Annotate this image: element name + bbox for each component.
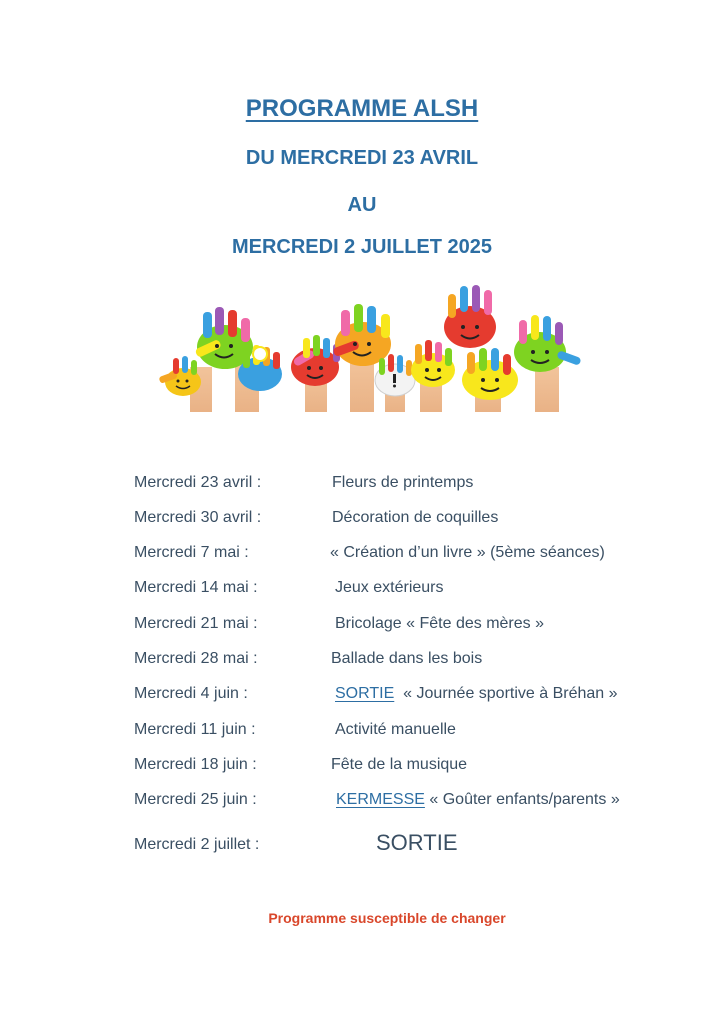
footer-notice: Programme susceptible de changer (268, 910, 506, 926)
painted-hands-illustration (155, 282, 585, 412)
schedule-row (0, 474, 724, 498)
schedule-date: Mercredi 25 juin : (134, 791, 257, 808)
page-title-text: PROGRAMME ALSH (245, 95, 479, 122)
hand-blue (238, 345, 282, 391)
schedule-date: Mercredi 18 juin : (134, 756, 257, 773)
hand-orange (332, 304, 391, 366)
schedule-date: Mercredi 14 mai : (134, 579, 258, 596)
schedule-activity: Ballade dans les bois (331, 650, 483, 667)
hand-red-orange (291, 335, 340, 386)
date-range-end: MERCREDI 2 JUILLET 2025 (231, 236, 493, 258)
hand-white (375, 354, 415, 396)
schedule-activity: SORTIE (376, 830, 458, 855)
schedule-row (0, 579, 724, 603)
schedule-activity: Fête de la musique (331, 756, 468, 773)
schedule-activity (336, 791, 620, 809)
schedule-keyword: KERMESSE (336, 791, 425, 808)
schedule-date: Mercredi 11 juin : (134, 721, 256, 738)
schedule-activity: Décoration de coquilles (332, 509, 499, 526)
date-range-connector: AU (347, 194, 377, 216)
schedule-date: Mercredi 28 mai : (134, 650, 258, 667)
schedule-row (0, 650, 724, 674)
schedule-activity: « Création d’un livre » (5ème séances) (330, 544, 605, 561)
schedule-row (0, 756, 724, 780)
schedule-date: Mercredi 21 mai : (134, 615, 258, 632)
schedule-row (0, 685, 724, 709)
schedule-activity-text: « Journée sportive à Bréhan » (403, 685, 618, 702)
schedule-date: Mercredi 30 avril : (134, 509, 262, 526)
hand-yellow-left (159, 356, 201, 396)
date-range-start: DU MERCREDI 23 AVRIL (245, 147, 479, 169)
schedule-activity: Activité manuelle (335, 721, 456, 738)
schedule-date: Mercredi 23 avril : (134, 474, 262, 491)
schedule-row (0, 509, 724, 533)
hand-yellow-right (462, 348, 518, 400)
schedule-row (0, 615, 724, 639)
hand-pink-red (444, 285, 496, 348)
schedule-date: Mercredi 7 mai : (134, 544, 249, 561)
schedule-activity: Bricolage « Fête des mères » (335, 615, 544, 632)
schedule-activity (335, 685, 618, 703)
schedule-row (0, 830, 724, 858)
page-title (0, 95, 724, 123)
schedule-date: Mercredi 2 juillet : (134, 836, 260, 853)
schedule-row (0, 544, 724, 568)
schedule-keyword: SORTIE (335, 685, 395, 702)
schedule-row (0, 791, 724, 815)
schedule-date: Mercredi 4 juin : (134, 685, 248, 702)
hand-yellow-middle (411, 340, 455, 387)
schedule-activity: Jeux extérieurs (335, 579, 444, 596)
hand-green-right (514, 315, 582, 372)
schedule-activity-text: « Goûter enfants/parents » (429, 791, 620, 808)
schedule-activity: Fleurs de printemps (332, 474, 474, 491)
schedule-row (0, 721, 724, 745)
